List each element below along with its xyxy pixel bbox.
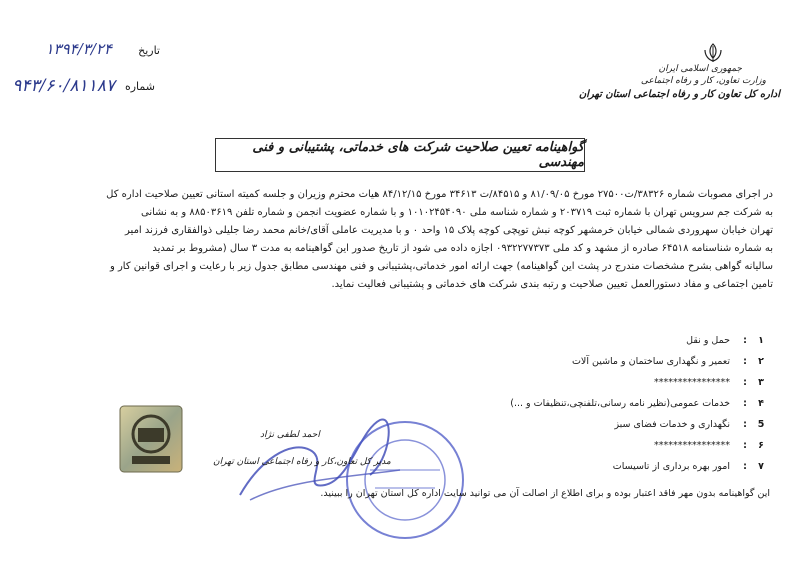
item-text: تعمیر و نگهداری ساختمان و ماشین آلات <box>571 356 730 367</box>
item-text: امور بهره برداری از تاسیسات <box>612 461 730 472</box>
list-item: ۶ : **************** <box>470 435 770 456</box>
item-number: ۶ <box>758 440 764 451</box>
body-line: تهران خیابان سهروردی شمالی خیابان خرمشهر کوچه نبش توپچی کوچه پلاک ۱۵ واحد ۰ و با مدیریت عاملی آقای/خانم محمد رضا جلیلی ذوالفقاری فرزند امیر <box>125 225 773 236</box>
body-line: به شرکت جم سرویس تهران با شماره ثبت ۲۰۳۷۱۹ و شماره شناسه ملی ۱۰۱۰۲۴۵۴۰۹۰ و با شماره عضویت انجمن و شماره تلفن ۸۸۵۰۳۶۱۹ و به نشانی <box>140 207 773 218</box>
number-label: شماره <box>124 80 155 93</box>
body-line: تامین اجتماعی و مفاد دستورالعمل تعیین صلاحیت و رتبه بندی شرکت های خدماتی و پشتیبانی فعالیت نماید. <box>331 279 773 290</box>
body-line: سالیانه گواهی بشرح مشخصات مندرج در پشت این گواهینامه) جهت ارائه امور خدماتی،پشتیبانی و فنی مهندسی مطابق جدول زیر با رعایت و اجرای قوانین کار و <box>109 261 773 272</box>
item-number: ۷ <box>758 461 764 472</box>
certificate-body <box>28 186 773 294</box>
org-department: اداره کل تعاون کار و رفاه اجتماعی استان تهران <box>578 89 780 100</box>
org-ministry: وزارت تعاون، کار و رفاه اجتماعی <box>640 76 766 86</box>
signer-title: مدیر کل تعاون،کار و رفاه اجتماعی استان تهران <box>213 457 391 467</box>
organization-header <box>579 64 780 100</box>
item-text: حمل و نقل <box>686 335 730 346</box>
item-text: نگهداری و خدمات فضای سبز <box>614 419 730 430</box>
item-text: **************** <box>654 377 730 388</box>
org-country: جمهوری اسلامی ایران <box>658 64 742 74</box>
list-item: ۷ : امور بهره برداری از تاسیسات <box>470 456 770 477</box>
body-line: در اجرای مصوبات شماره ۳۸۳۲۶/ت۲۷۵۰۰ مورخ ۸۱/۰۹/۰۵ و ۸۴۵۱۵/ت ۳۴۶۱۳ مورخ ۸۴/۱۲/۱۵ هیات محترم وزیران و جلسه کمیته استانی تعیین صلاحیت اداره کل <box>106 189 773 200</box>
certificate-title <box>215 138 585 172</box>
number-value: ۹۴۳/۶۰/۸۱۱۸۷ <box>12 76 115 96</box>
date-label: تاریخ <box>138 44 160 57</box>
item-number: ۴ <box>758 398 764 409</box>
list-item: 5 : نگهداری و خدمات فضای سبز <box>470 414 770 435</box>
activity-list <box>470 330 770 477</box>
date-value: ۱۳۹۴/۳/۲۴ <box>45 40 112 58</box>
list-item: ۴ : خدمات عمومی(نظیر نامه رسانی،تلفنچی،تنظیفات و ...) <box>470 393 770 414</box>
item-text: خدمات عمومی(نظیر نامه رسانی،تلفنچی،تنظیفات و ...) <box>510 398 730 409</box>
signer-name: احمد لطفی نژاد <box>260 430 320 440</box>
list-item: ۱ : حمل و نقل <box>470 330 770 351</box>
number-field <box>5 76 155 100</box>
footer-note: این گواهینامه بدون مهر فاقد اعتبار بوده و برای اطلاع از اصالت آن می توانید سایت اداره کل استان تهران را ببینید. <box>320 488 770 499</box>
hologram-seal-icon <box>118 404 184 474</box>
item-number: 5 <box>757 419 765 430</box>
certificate-title-text: گواهینامه تعیین صلاحیت شرکت های خدماتی، پشتیبانی و فنی مهندسی <box>252 140 584 170</box>
iran-emblem-icon <box>700 42 726 64</box>
item-number: ۳ <box>758 377 764 388</box>
date-field <box>10 40 160 62</box>
body-line: به شماره شناسنامه ۶۴۵۱۸ صادره از مشهد و کد ملی ۰۹۳۲۲۷۷۳۷۳ اجازه داده می شود از تاریخ صدور این گواهینامه به مدت ۳ سال (مشروط بر تمدید <box>152 243 773 254</box>
list-item: ۲ : تعمیر و نگهداری ساختمان و ماشین آلات <box>470 351 770 372</box>
item-text: **************** <box>654 440 730 451</box>
item-number: ۲ <box>758 356 764 367</box>
list-item: ۳ : **************** <box>470 372 770 393</box>
official-stamp-icon <box>330 410 480 560</box>
item-number: ۱ <box>758 335 764 346</box>
